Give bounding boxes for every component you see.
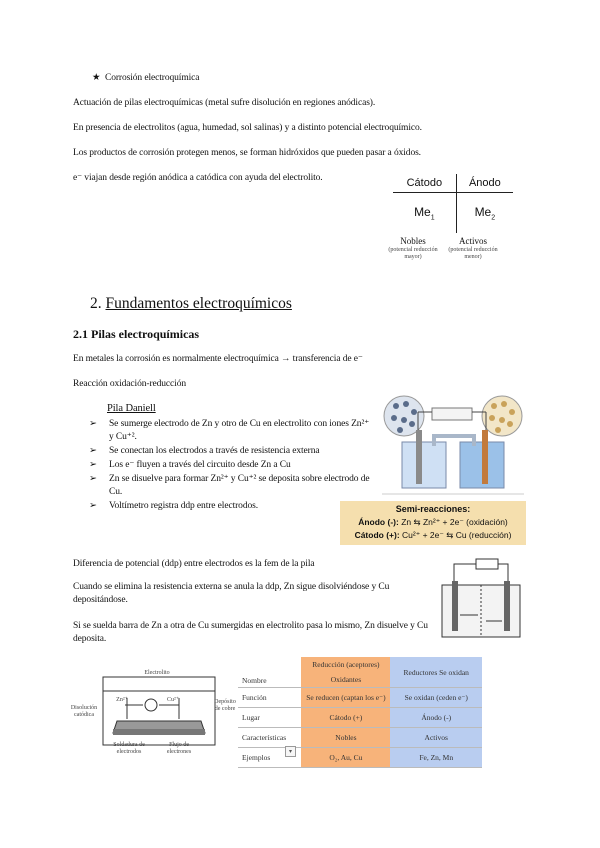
intro-line-1: Actuación de pilas electroquímicas (metal sufre disolución en regiones anódicas).	[73, 98, 376, 108]
table-row: Características Nobles Activos	[238, 728, 482, 748]
zn-ion-label: Zn²⁺	[116, 697, 128, 703]
cathode-reaction: Cátodo (+): Cu²⁺ + 2e⁻ ⇆ Cu (reducción)	[354, 530, 512, 540]
anode-value: $Me_2$	[474, 204, 496, 222]
dissolution-label: Disolución catódica	[70, 705, 98, 718]
redox-table	[238, 657, 482, 768]
copper-deposit-label: Depósito de cobre	[214, 699, 236, 712]
cathode-head: Cátodo	[393, 174, 456, 193]
section-2-line-2: Reacción oxidación-reducción	[73, 379, 186, 389]
nobles-label: Nobles	[400, 236, 426, 246]
table-row: Función Se reducen (captan los e⁻) Se oxidan (ceden e⁻)	[238, 688, 482, 708]
arrow-bullet-icon: ➢	[89, 460, 97, 470]
electron-flow-label: Flujo de electrones	[166, 742, 192, 755]
table-head-name: Nombre	[238, 657, 301, 688]
intro-heading-row	[92, 72, 199, 85]
arrow-bullet-icon: ➢	[89, 474, 97, 484]
activos-label: Activos	[459, 236, 487, 246]
intro-heading: Corrosión electroquímica	[104, 73, 200, 83]
dropdown-chevron-icon[interactable]: ▾	[285, 746, 296, 757]
table-row: Lugar Cátodo (+) Ánodo (-)	[238, 708, 482, 728]
intro-line-3: Los productos de corrosión protegen menos, se forman hidróxidos que pueden pasar a óxidos.	[73, 148, 421, 158]
anode-head: Ánodo	[456, 174, 513, 193]
arrow-bullet-icon: ➢	[89, 501, 97, 511]
anode-reaction: Ánodo (-): Zn ⇆ Zn²⁺ + 2e⁻ (oxidación)	[358, 517, 508, 527]
daniell-title: Pila Daniell	[107, 403, 156, 414]
intro-line-4: e⁻ viajan desde región anódica a catódica con ayuda del electrolito.	[73, 173, 323, 183]
section-2-title: 2. Fundamentos electroquímicos	[90, 295, 292, 312]
daniell-item: ➢ Se conectan los electrodos a través de resistencia externa	[89, 446, 320, 456]
arrow-bullet-icon: ➢	[89, 419, 97, 429]
weld-label: Soldadura de electrodos	[113, 742, 145, 755]
section-2-line-1: En metales la corrosión es normalmente electroquímica → transferencia de e⁻	[73, 354, 363, 364]
arrow-bullet-icon: ➢	[89, 446, 97, 456]
semi-reactions-title: Semi-reacciones:	[395, 504, 471, 514]
cu-ion-label: Cu²⁺	[167, 697, 179, 703]
semi-reactions-box	[340, 501, 526, 545]
paragraph-weld: Si se suelda barra de Zn a otra de Cu sumergidas en electrolito pasa lo mismo, Zn disuelve y Cu deposita.	[73, 621, 428, 644]
section-2-1-title: 2.1 Pilas electroquímicas	[73, 327, 200, 341]
daniell-item: ➢ Los e⁻ fluyen a través del circuito desde Zn a Cu	[89, 460, 291, 470]
table-head-oxidants: Reducción (aceptores) Oxidantes	[301, 657, 390, 688]
daniell-item: ➢ Voltímetro registra ddp entre electrodos.	[89, 501, 258, 511]
cathode-anode-table	[393, 174, 513, 233]
daniell-cell-illustration	[382, 390, 524, 500]
nobles-note: (potencial reducción mayor)	[388, 247, 438, 260]
daniell-list	[89, 418, 374, 513]
paragraph-resistance: Cuando se elimina la resistencia externa se anula la ddp, Zn sigue disolviéndose y Cu depositándose.	[73, 582, 390, 605]
activos-note: (potencial reducción menor)	[448, 247, 498, 260]
table-row: Ejemplos O₂, Au, Cu Fe, Zn, Mn	[238, 748, 482, 768]
star-icon: ★	[92, 73, 101, 83]
cathode-value: $Me_1$	[393, 193, 456, 234]
electrolyte-label: Electrolito	[144, 670, 170, 676]
table-head-reducers: Reductores Se oxidan	[390, 657, 482, 688]
paragraph-ddp: Diferencia de potencial (ddp) entre electrodos es la fem de la pila	[73, 559, 315, 569]
intro-line-2: En presencia de electrolitos (agua, humedad, sol salinas) y a distinto potencial electroquímico.	[73, 123, 422, 133]
circuit-diagram	[438, 555, 526, 645]
daniell-item: ➢ Zn se disuelve para formar Zn²⁺ y Cu⁺² se deposita sobre electrodo de Cu.	[89, 474, 370, 497]
daniell-item: ➢ Se sumerge electrodo de Zn y otro de Cu en electrolito con iones Zn²⁺ y Cu⁺².	[89, 419, 370, 442]
